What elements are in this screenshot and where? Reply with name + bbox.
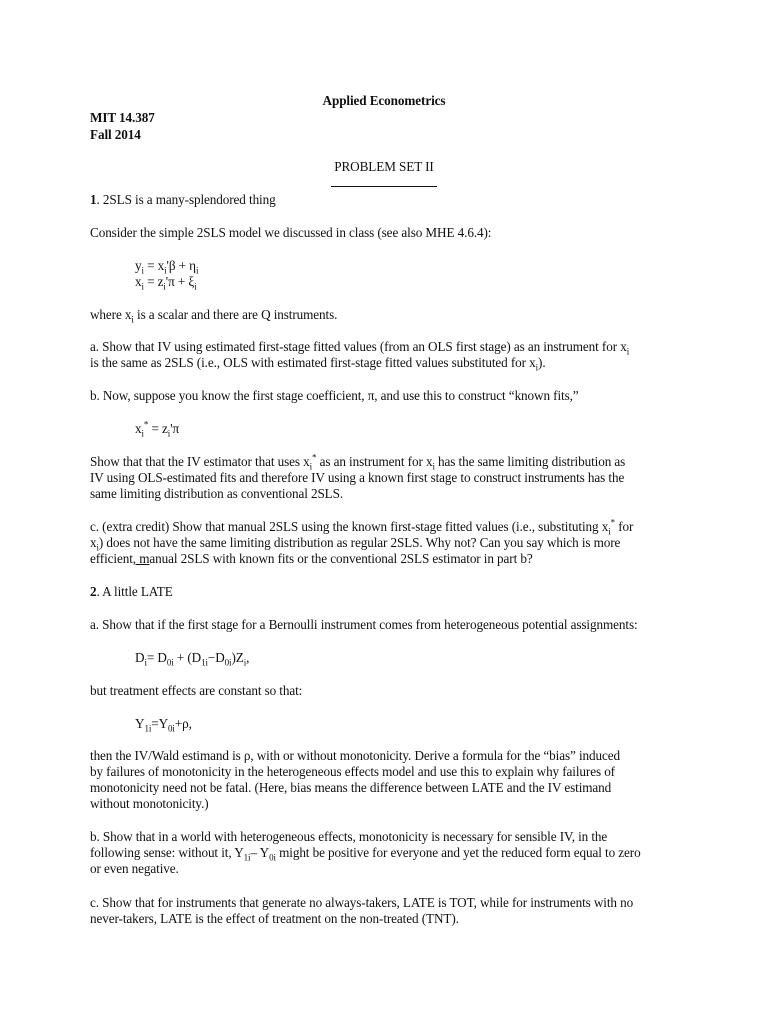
q1b-line-2: IV using OLS-estimated fits and therefore IV using a known first stage to construct instruments has the (90, 470, 625, 485)
q2c-line-2: never-takers, LATE is the effect of treatment on the non-treated (TNT). (90, 911, 459, 926)
q1b-line-3: same limiting distribution as conventional 2SLS. (90, 486, 344, 501)
q2a-line-1: then the IV/Wald estimand is ρ, with or without monotonicity. Derive a formula for the “bias” induced (90, 748, 620, 763)
q1b-line-1: Show that that the IV estimator that uses $x_i^*$ as an instrument for $x_i$ has the same limiting distribution as (90, 452, 626, 472)
q2a-mid: but treatment effects are constant so that: (90, 683, 303, 698)
q2a-line-3: monotonicity need not be fatal. (Here, bias means the difference between LATE and the IV estimand (90, 780, 612, 795)
problem-set-heading: PROBLEM SET II (334, 159, 434, 174)
q1-intro: Consider the simple 2SLS model we discussed in class (see also MHE 4.6.4): (90, 225, 492, 240)
q2b-line-2: following sense: without it, $Y_{1i}-$ $Y_{0i}$ might be positive for everyone and yet the reduced form equal to zero (90, 845, 641, 863)
heading-underline (331, 186, 437, 187)
q1-where: where $x_i$ is a scalar and there are Q instruments. (90, 307, 338, 325)
q2b-line-1: b. Show that in a world with heterogeneous effects, monotonicity is necessary for sensible IV, in the (90, 829, 608, 844)
q2a-line-4: without monotonicity.) (90, 796, 209, 811)
q2a-line-2: by failures of monotonicity in the heterogeneous effects model and use this to explain why failures of (90, 764, 615, 779)
q1b-equation: $x_i^* = z_i'\pi$ (135, 419, 180, 439)
q2-title: . A little LATE (96, 584, 173, 599)
course-term: Fall 2014 (90, 127, 141, 142)
q1-number: 1 (90, 192, 97, 207)
q1-equation-2: $x_i = z_i'\pi + \xi_i$ (135, 274, 197, 292)
q2a-equation-2: $Y_{1i}=Y_{0i}+\rho$, (135, 716, 192, 734)
course-number: MIT 14.387 (90, 110, 155, 125)
q1-title: . 2SLS is a many-splendored thing (96, 192, 276, 207)
q1c-line-2: $x_i$) does not have the same limiting distribution as regular 2SLS. Why not? Can you say which is more (90, 535, 621, 553)
q1-heading (90, 192, 276, 208)
q2b-line-3: or even negative. (90, 861, 179, 876)
q2c-line-1: c. Show that for instruments that generate no always-takers, LATE is TOT, while for instruments with no (90, 895, 634, 910)
q1c-line-1: c. (extra credit) Show that manual 2SLS using the known first-stage fitted values (i.e., substituting $x_i^*$ for (90, 517, 634, 537)
document-title: Applied Econometrics (322, 93, 446, 108)
q2-heading (90, 584, 173, 600)
q1-equation-1: $y_i = x_i'\beta + \eta_i$ (135, 258, 199, 276)
q1a-line-1: a. Show that IV using estimated first-stage fitted values (from an OLS first stage) as an instrument for $x_i$ (90, 339, 630, 357)
q1c-line-3: efficient, manual 2SLS with known fits or the conventional 2SLS estimator in part b? (90, 551, 533, 566)
q2a-intro: a. Show that if the first stage for a Bernoulli instrument comes from heterogeneous potential assignments: (90, 617, 638, 632)
q1b-intro: b. Now, suppose you know the first stage coefficient, π, and use this to construct “known fits,” (90, 388, 579, 403)
q2a-equation-1: $D_i= D_{0i} + (D_{1i}-D_{0i})Z_i$, (135, 650, 250, 668)
q1a-line-2: is the same as 2SLS (i.e., OLS with estimated first-stage fitted values substituted for $x_i$). (90, 355, 546, 373)
q2-number: 2 (90, 584, 97, 599)
